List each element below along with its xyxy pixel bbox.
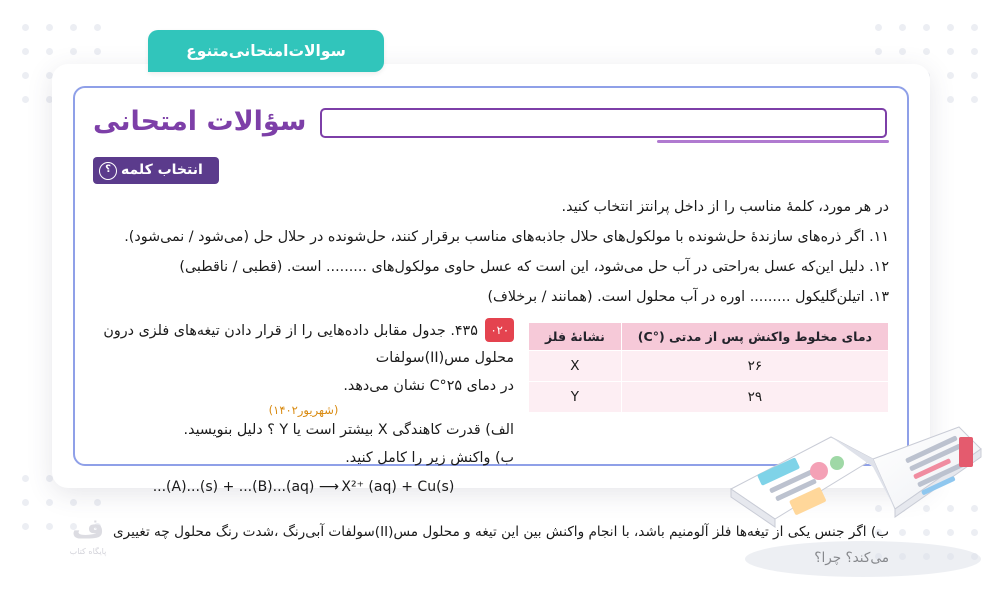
watermark-logo-icon: ﻑ xyxy=(71,512,105,545)
problem-part-last: ب) اگر جنس یکی از تیغه‌ها فلز آلومنیم باشد، با انجام واکنش بین این تیغه و محلول مس(II)‌سولفات آبی‌رنگ ،شدت رنگ محلول چه تغییری xyxy=(113,523,889,540)
equation-left: ...(A)...(s) + ...(B)...(aq) xyxy=(152,478,315,495)
table-header-temperature: دمای مخلوط واکنش پس از مدتی (°C) xyxy=(621,322,888,350)
question-item-12: ۱۲. دلیل این‌که عسل به‌راحتی در آب حل می‌شود، این است که عسل حاوی مولکول‌های ......... است. (قطبی / ناقطبی) xyxy=(179,258,889,275)
question-item-11: ۱۱. اگر ذره‌های سازندهٔ حل‌شونده با مولکول‌های حلال جاذبه‌های مناسب برقرار کنند، حل‌شونده در حلال حل (می‌شود / نمی‌شود). xyxy=(124,228,889,245)
section-badge xyxy=(93,157,219,184)
chemical-equation xyxy=(93,479,514,495)
page-title: سؤالات امتحانی xyxy=(93,105,307,137)
category-ribbon xyxy=(148,30,384,72)
exam-source-tag: (شهریور۱۴۰۲) xyxy=(268,403,339,418)
title-decoration-bar xyxy=(320,108,887,138)
problem-text-block xyxy=(93,318,514,509)
table-header-metal-symbol: نشانهٔ فلز xyxy=(529,322,622,350)
problem-number: ۴۳۵ xyxy=(454,322,478,339)
table-cell-metal-y: Y xyxy=(529,381,622,412)
question-item-13: ۱۳. اتیلن‌گلیکول ......... اوره در آب محلول است. (همانند / برخلاف) xyxy=(487,288,889,305)
problem-part-alef: الف) قدرت کاهندگی X بیشتر است یا Y ؟ دلیل بنویسید. xyxy=(183,422,514,439)
equation-arrow: ⟶ xyxy=(318,478,337,495)
page-title-row xyxy=(93,104,887,138)
title-underline xyxy=(657,140,889,143)
problem-star-badge: ۰۲۰ xyxy=(485,318,514,342)
table-cell-temp-y: ۲۹ xyxy=(621,381,888,412)
watermark-text: پایگاه کتاب xyxy=(69,547,107,556)
circle-q-icon: ؟ xyxy=(99,162,117,180)
table-row xyxy=(529,350,889,381)
problem-line-1: ۰۲۰ ۴۳۵. جدول مقابل داده‌هایی را از قرار دادن تیغه‌های فلزی درون محلول مس(II)‌سولفات xyxy=(93,318,514,374)
problem-line-2: در دمای ۲۵°C نشان می‌دهد. xyxy=(343,378,514,395)
section-label-row xyxy=(93,157,889,184)
problem-part-be: ب) واکنش زیر را کامل کنید. xyxy=(345,450,514,466)
table-cell-metal-x: X xyxy=(529,350,622,381)
table-header-row xyxy=(529,322,889,350)
instruction-text: در هر مورد، کلمهٔ مناسب را از داخل پرانتز انتخاب کنید. xyxy=(561,199,889,215)
section-badge-label: انتخاب کلمه xyxy=(121,162,203,178)
equation-right: X²⁺ (aq) + Cu(s) xyxy=(341,478,455,495)
problem-line-1-text: جدول مقابل داده‌هایی را از قرار دادن تیغه‌های فلزی درون محلول مس(II)‌سولفات xyxy=(103,322,514,367)
table-cell-temp-x: ۲۶ xyxy=(621,350,888,381)
open-book-illustration xyxy=(723,397,988,582)
category-ribbon-label: سوالات‌امتحانی‌متنوع xyxy=(186,42,346,60)
